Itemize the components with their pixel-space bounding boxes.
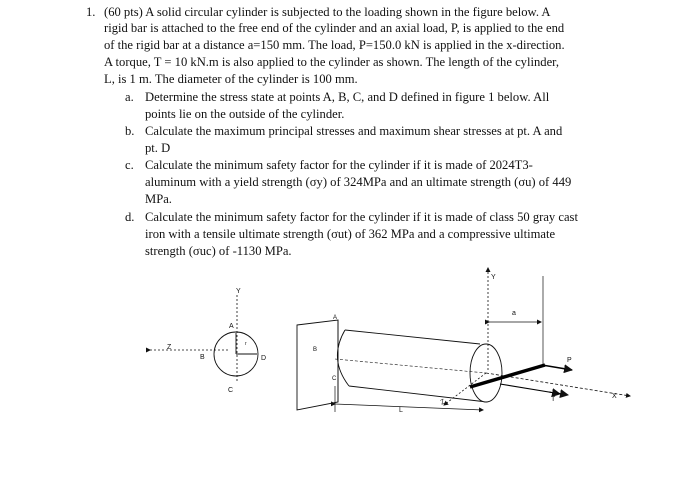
part-c-line: Calculate the minimum safety factor for the cylinder if it is made of 2024T3- <box>145 158 533 172</box>
part-label: b. <box>125 124 135 138</box>
label-y: Y <box>236 288 241 295</box>
label-point-a: A <box>333 315 338 321</box>
intro-line: A torque, T = 10 kN.m is also applied to the cylinder as shown. The length of the cylinder, <box>104 55 559 69</box>
label-z: Z <box>439 398 447 407</box>
part-d-line: strength (σuc) of -1130 MPa. <box>145 244 292 258</box>
label-z: Z <box>167 344 172 351</box>
part-a-line: points lie on the outside of the cylinder. <box>145 107 345 121</box>
part-b-line: pt. D <box>145 141 171 155</box>
label-load-p: P <box>567 357 572 364</box>
label-torque-t: T <box>551 396 556 403</box>
label-y: Y <box>491 274 496 281</box>
label-point-b: B <box>313 347 318 353</box>
part-c-line: aluminum with a yield strength (σy) of 324MPa and an ultimate strength (σu) of 449 <box>145 175 572 189</box>
label-radius: r <box>245 341 247 347</box>
centerline <box>335 359 486 373</box>
intro-line: (60 pts) A solid circular cylinder is subjected to the loading shown in the figure below. A <box>104 5 551 19</box>
fixed-wall <box>297 320 338 410</box>
part-b-line: Calculate the maximum principal stresses and maximum shear stresses at pt. A and <box>145 124 563 138</box>
load-p-arrow <box>542 365 572 370</box>
intro-line: of the rigid bar at a distance a=150 mm. The load, P=150.0 kN is applied in the x-direction. <box>104 38 565 52</box>
cross-section-diagram <box>150 295 258 382</box>
part-label: d. <box>125 210 135 224</box>
cylinder <box>335 330 502 402</box>
intro-line: L, is 1 m. The diameter of the cylinder is 100 mm. <box>104 72 358 86</box>
label-point-c: C <box>228 387 234 394</box>
part-d-line: Calculate the minimum safety factor for the cylinder if it is made of class 50 gray cast <box>145 210 578 224</box>
part-d-line: iron with a tensile ultimate strength (σut) of 362 MPa and a compressive ultimate <box>145 227 556 241</box>
part-label: a. <box>125 90 134 104</box>
part-label: c. <box>125 158 134 172</box>
label-length-l: L <box>399 407 403 414</box>
label-point-b: B <box>200 354 205 361</box>
label-point-d: D <box>261 355 267 362</box>
intro-line: rigid bar is attached to the free end of the cylinder and an axial load, P, is applied to the end <box>104 21 565 35</box>
label-dimension-a: a <box>512 310 516 317</box>
label-point-c: C <box>332 376 337 382</box>
label-point-a: A <box>229 323 234 330</box>
problem-number: 1. <box>86 5 96 19</box>
part-a-line: Determine the stress state at points A, B, C, and D defined in figure 1 below. All <box>145 90 550 104</box>
part-c-line: MPa. <box>145 192 172 206</box>
dimension-l <box>335 404 483 410</box>
label-x: X <box>612 393 617 400</box>
